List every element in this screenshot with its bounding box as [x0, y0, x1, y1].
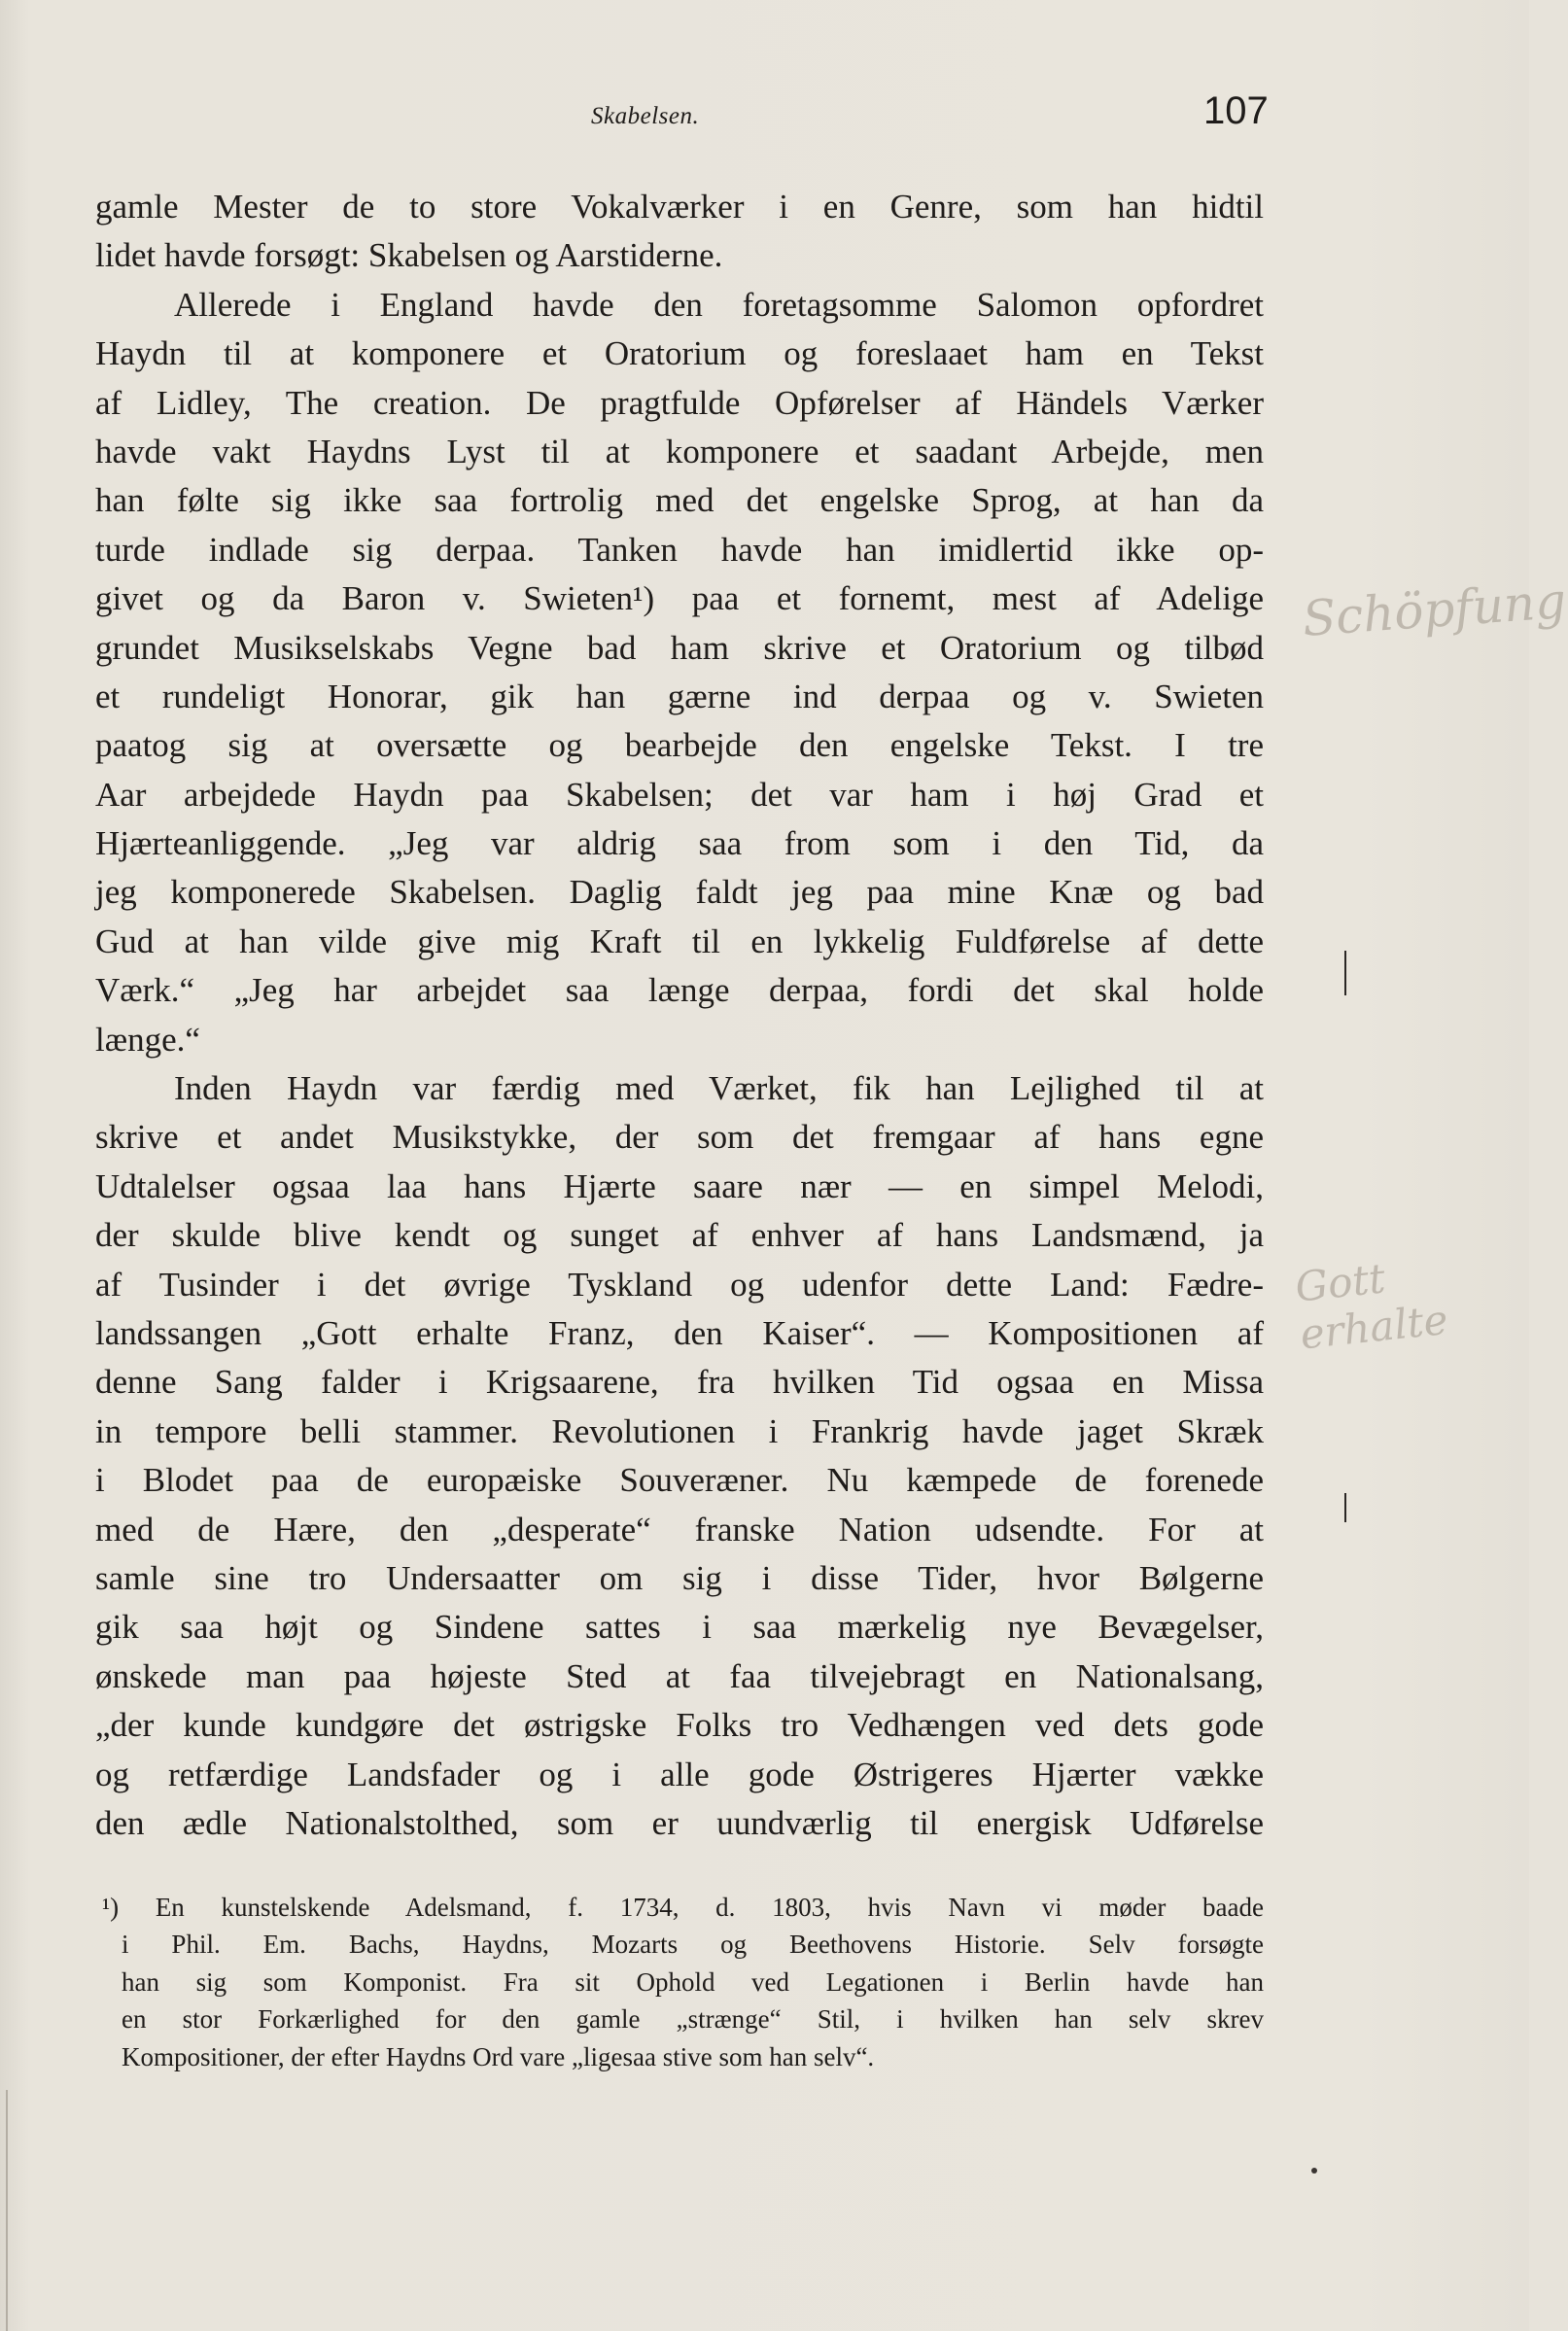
text-line: gik saa højt og Sindene sattes i saa mærkelig nye Bevægelser, — [95, 1608, 1264, 1647]
footnote-line: han sig som Komponist. Fra sit Ophold ved Legationen i Berlin havde han — [122, 1966, 1264, 1997]
text-line: givet og da Baron v. Swieten¹) paa et fornemt, mest af Adelige — [95, 579, 1264, 618]
text-line: in tempore belli stammer. Revolutionen i Frankrig havde jaget Skræk — [95, 1411, 1264, 1450]
margin-tick-mark — [1344, 1493, 1346, 1522]
text-line: turde indlade sig derpaa. Tanken havde han imidlertid ikke op- — [95, 530, 1264, 569]
text-line: af Tusinder i det øvrige Tyskland og udenfor dette Land: Fædre- — [95, 1265, 1264, 1304]
text-line: skrive et andet Musikstykke, der som det fremgaar af hans egne — [95, 1118, 1264, 1157]
text-line: med de Hære, den „desperate“ franske Nation udsendte. For at — [95, 1510, 1264, 1548]
text-line: „der kunde kundgøre det østrigske Folks tro Vedhængen ved dets gode — [95, 1706, 1264, 1745]
text-line: Inden Haydn var færdig med Værket, fik han Lejlighed til at — [174, 1069, 1264, 1108]
text-line: ønskede man paa højeste Sted at faa tilvejebragt en Nationalsang, — [95, 1656, 1264, 1695]
text-line: den ædle Nationalstolthed, som er uundværlig til energisk Udførelse — [95, 1803, 1264, 1842]
text-line: han følte sig ikke saa fortrolig med det engelske Sprog, at han da — [95, 481, 1264, 520]
text-line: i Blodet paa de europæiske Souveræner. Nu kæmpede de forenede — [95, 1461, 1264, 1500]
margin-note-pencil: Schöpfung — [1301, 573, 1568, 647]
page-edge-line — [6, 2090, 8, 2331]
text-line: Udtalelser ogsaa laa hans Hjærte saare nær — en simpel Melodi, — [95, 1166, 1264, 1205]
text-line: Aar arbejdede Haydn paa Skabelsen; det var ham i høj Grad et — [95, 775, 1264, 814]
text-line: havde vakt Haydns Lyst til at komponere et saadant Arbejde, men — [95, 432, 1264, 470]
footnote-line: ¹) En kunstelskende Adelsmand, f. 1734, d. 1803, hvis Navn vi møder baade — [102, 1893, 1264, 1922]
footnote-line: Kompositioner, der efter Haydns Ord vare „ligesaa stive som han selv“. — [122, 2041, 875, 2071]
text-line: samle sine tro Undersaatter om sig i disse Tider, hvor Bølgerne — [95, 1558, 1264, 1597]
footnotes — [102, 1889, 1264, 2075]
text-line: lidet havde forsøgt: Skabelsen og Aarstiderne. — [95, 236, 723, 275]
page-header — [0, 89, 1529, 148]
text-line: længe.“ — [95, 1020, 200, 1059]
text-line: af Lidley, The creation. De pragtfulde Opførelser af Händels Værker — [95, 383, 1264, 422]
margin-note-pencil: Gott erhalte — [1293, 1254, 1450, 1359]
text-line: Allerede i England havde den foretagsomme Salomon opfordret — [174, 285, 1264, 324]
text-line: landssangen „Gott erhalte Franz, den Kaiser“. — Kompositionen af — [95, 1313, 1264, 1352]
page-number: 107 — [1203, 89, 1269, 132]
text-line: og retfærdige Landsfader og i alle gode Østrigeres Hjærter vække — [95, 1755, 1264, 1793]
text-line: grundet Musikselskabs Vegne bad ham skrive et Oratorium og tilbød — [95, 628, 1264, 667]
text-line: jeg komponerede Skabelsen. Daglig faldt jeg paa mine Knæ og bad — [95, 873, 1264, 912]
footnote-line: i Phil. Em. Bachs, Haydns, Mozarts og Beethovens Historie. Selv forsøgte — [122, 1930, 1264, 1960]
text-line: der skulde blive kendt og sunget af enhver af hans Landsmænd, ja — [95, 1216, 1264, 1255]
body-text — [95, 183, 1264, 1848]
margin-tick-mark — [1344, 951, 1346, 995]
text-line: et rundeligt Honorar, gik han gærne ind derpaa og v. Swieten — [95, 677, 1264, 715]
margin-dot-mark — [1311, 2168, 1317, 2174]
text-line: Hjærteanliggende. „Jeg var aldrig saa from som i den Tid, da — [95, 824, 1264, 863]
text-line: denne Sang falder i Krigsaarene, fra hvilken Tid ogsaa en Missa — [95, 1363, 1264, 1402]
text-line: Værk.“ „Jeg har arbejdet saa længe derpaa, fordi det skal holde — [95, 971, 1264, 1010]
text-line: gamle Mester de to store Vokalværker i en Genre, som han hidtil — [95, 188, 1264, 226]
running-title: Skabelsen. — [591, 103, 700, 129]
text-line: Gud at han vilde give mig Kraft til en lykkelig Fuldførelse af dette — [95, 922, 1264, 960]
footnote-line: en stor Forkærlighed for den gamle „strænge“ Stil, i hvilken han selv skrev — [122, 2004, 1264, 2035]
text-line: paatog sig at oversætte og bearbejde den engelske Tekst. I tre — [95, 726, 1264, 765]
text-line: Haydn til at komponere et Oratorium og foreslaaet ham en Tekst — [95, 334, 1264, 373]
